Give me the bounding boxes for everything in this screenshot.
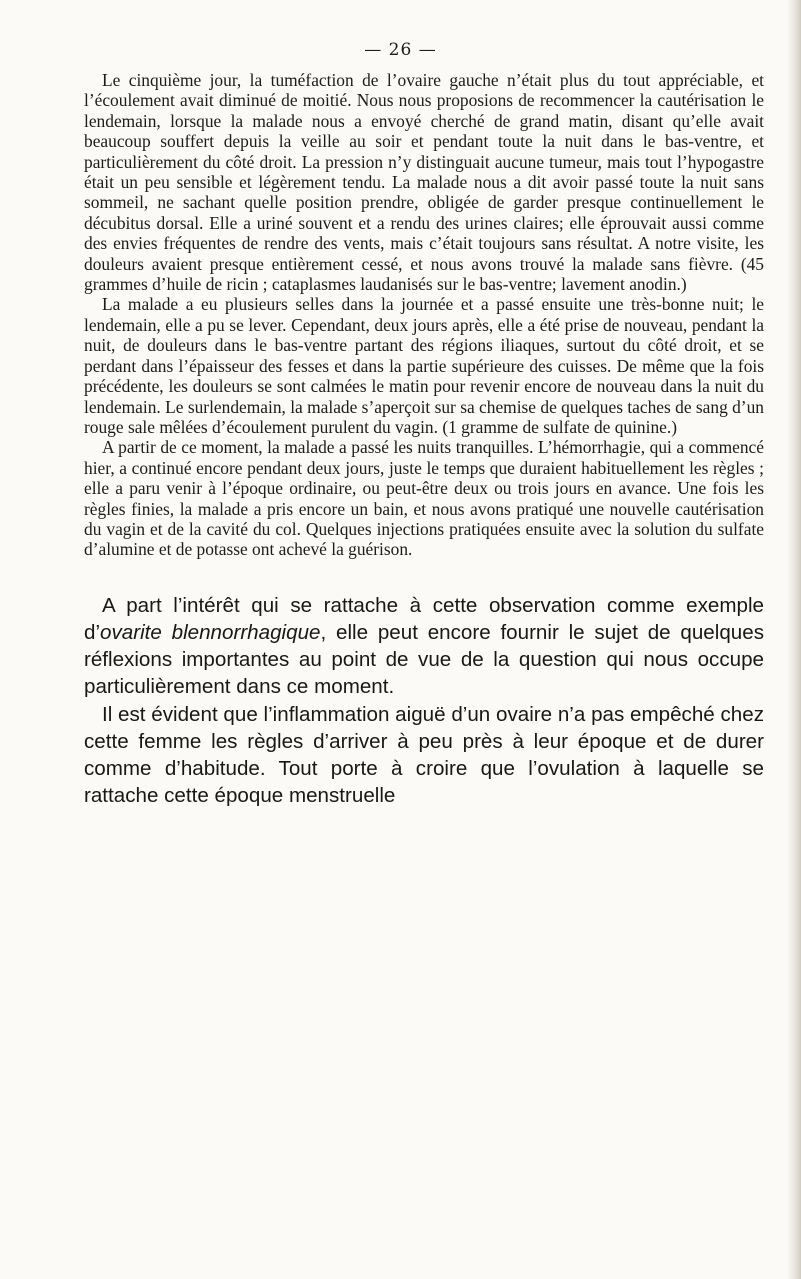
interet-text-start: A part l’intérêt qui se rattache à cette observation comme exemple d’ (84, 593, 764, 644)
interet-text-end: , elle peut encore fournir le sujet de quelques réflexions importantes au point de vue de la question qui nous occupe particulièrement dans ce moment. (84, 620, 764, 699)
paragraph-evident: Il est évident que l’inflammation aiguë d’un ovaire n’a pas empêché chez cette femme les règles d’arriver à peu près à leur époque et de durer comme d’habitude. Tout porte à croire que l’ovulation à laquelle se rattache cette époque menstruelle (84, 702, 764, 808)
paragraph-fifth-day: Le cinquième jour, la tuméfaction de l’ovaire gauche n’était plus du tout appréciable, et l’écoulement avait diminué de moitié. Nous nous proposions de recommencer la cautérisation le lendemain, lorsque la malade nous a envoyé cherché de grand matin, disant qu’elle avait beaucoup souffert depuis la veille au soir et pendant toute la nuit dans le bas-ventre, et particulièrement du côté droit. La pression n’y distinguait aucune tumeur, mais tout l’hypogastre était un peu sensible et légèrement tendu. La malade nous a dit avoir passé toute la nuit sans sommeil, ne sachant quelle position prendre, obligée de garder presque continuellement le décubitus dorsal. Elle a uriné souvent et a rendu des urines claires; elle éprouvait aussi comme des envies fréquentes de rendre des vents, mais c’était toujours sans résultat. A notre visite, les douleurs avaient presque entièrement cessé, et nous avons trouvé la malade sans fièvre. (45 grammes d’huile de ricin ; cataplasmes laudanisés sur le bas-ventre; lavement anodin.) (84, 70, 764, 295)
paragraph-nuits-tranquilles: A partir de ce moment, la malade a passé les nuits tranquilles. L’hémorrhagie, qui a commencé hier, a continué encore pendant deux jours, juste le temps que duraient habituellement les règles ; elle a paru venir à l’époque ordinaire, ou peut-être deux ou trois jours en avance. Une fois les règles finies, la malade a pris encore un bain, et nous avons pratiqué une nouvelle cautérisation du vagin et de la cavité du col. Quelques injections pratiquées ensuite avec la solution du sulfate d’alumine et de potasse ont achevé la guérison. (84, 437, 764, 560)
page-edge-shadow (787, 0, 801, 1279)
page-number: — 26 — (364, 40, 437, 60)
interet-italic-term: ovarite blennorrhagique (100, 620, 321, 644)
text-body (84, 70, 764, 809)
paragraph-selles: La malade a eu plusieurs selles dans la journée et a passé ensuite une très-bonne nuit; le lendemain, elle a pu se lever. Cependant, deux jours après, elle a été prise de nouveau, pendant la nuit, de douleurs dans le bas-ventre partant des régions iliaques, surtout du côté droit, et se perdant dans l’épaisseur des fesses et dans la partie supérieure des cuisses. De même que la fois précédente, les douleurs se sont calmées le matin pour revenir encore de nouveau dans la nuit du lendemain. Le surlendemain, la malade s’aperçoit sur sa chemise de quelques taches de sang d’un rouge sale mêlées d’écoulement purulent du vagin. (1 gramme de sulfate de quinine.) (84, 294, 764, 437)
paragraph-interet (84, 592, 764, 701)
